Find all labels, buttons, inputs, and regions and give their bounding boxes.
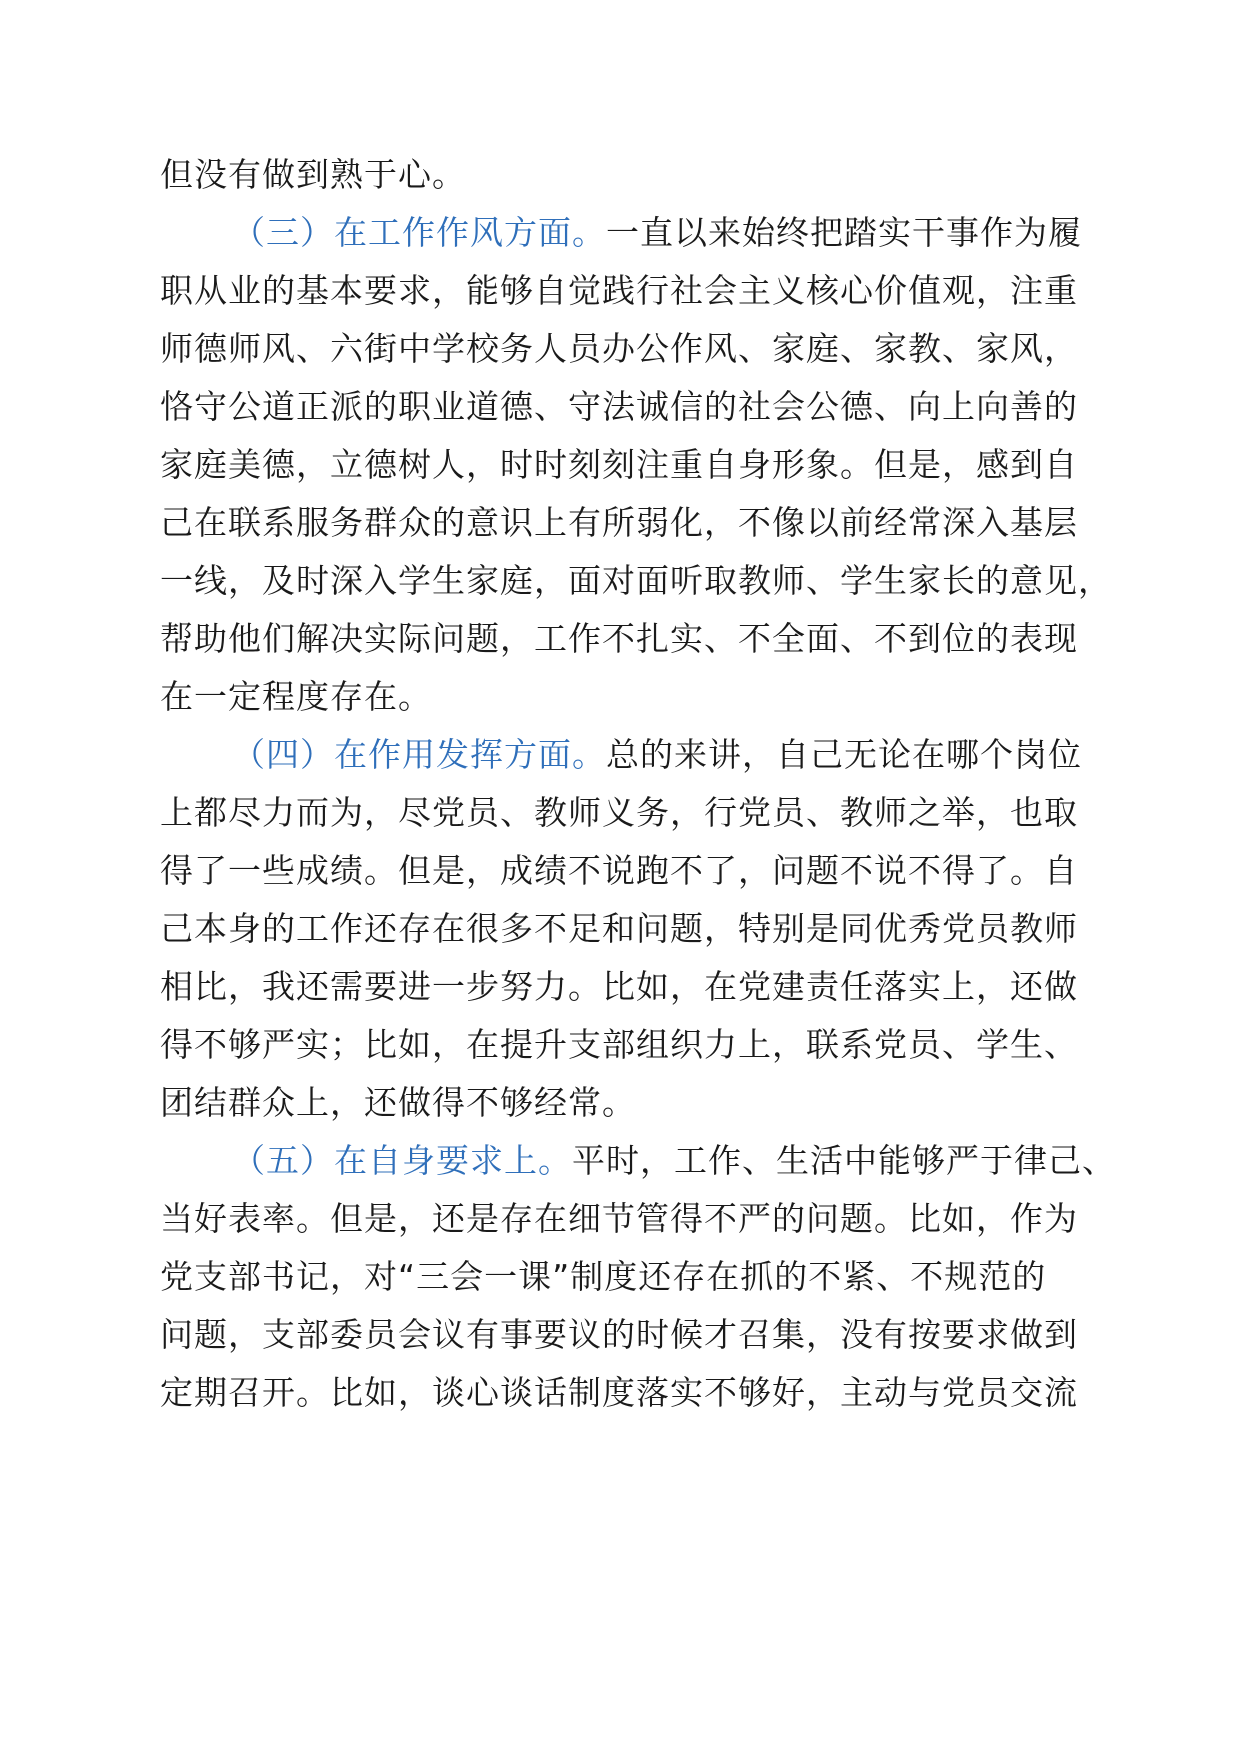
paragraph-line: 党支部书记，对“三会一课”制度还存在抓的不紧、不规范的	[160, 1257, 1047, 1296]
paragraph-line: 恪守公道正派的职业道德、守法诚信的社会公德、向上向善的	[160, 387, 1078, 426]
section-lead-text: 一直以来始终把踏实干事作为履	[606, 213, 1082, 252]
section-heading-line	[232, 735, 1082, 775]
paragraph-line: 一线，及时深入学生家庭，面对面听取教师、学生家长的意见，	[160, 561, 1112, 600]
paragraph-line: 己本身的工作还存在很多不足和问题，特别是同优秀党员教师	[160, 909, 1078, 948]
section-heading-line	[232, 213, 1082, 253]
paragraph-line: 师德师风、六街中学校务人员办公作风、家庭、家教、家风，	[160, 329, 1078, 368]
paragraph-line: 在一定程度存在。	[160, 677, 432, 716]
section-heading: （四）在作用发挥方面。	[232, 735, 606, 774]
paragraph-line: 相比，我还需要进一步努力。比如，在党建责任落实上，还做	[160, 967, 1078, 1006]
paragraph-line: 得了一些成绩。但是，成绩不说跑不了，问题不说不得了。自	[160, 851, 1078, 890]
paragraph-line: 上都尽力而为，尽党员、教师义务，行党员、教师之举，也取	[160, 793, 1078, 832]
section-heading: （三）在工作作风方面。	[232, 213, 606, 252]
section-heading: （五）在自身要求上。	[232, 1141, 572, 1180]
section-heading-line	[232, 1141, 1116, 1181]
paragraph-line: 得不够严实；比如，在提升支部组织力上，联系党员、学生、	[160, 1025, 1078, 1064]
paragraph-line: 己在联系服务群众的意识上有所弱化，不像以前经常深入基层	[160, 503, 1078, 542]
paragraph-line: 职从业的基本要求，能够自觉践行社会主义核心价值观，注重	[160, 271, 1078, 310]
paragraph-line: 问题，支部委员会议有事要议的时候才召集，没有按要求做到	[160, 1315, 1078, 1354]
paragraph-line: 帮助他们解决实际问题，工作不扎实、不全面、不到位的表现	[160, 619, 1078, 658]
paragraph-line: 定期召开。比如，谈心谈话制度落实不够好，主动与党员交流	[160, 1373, 1078, 1412]
paragraph-line: 家庭美德，立德树人，时时刻刻注重自身形象。但是，感到自	[160, 445, 1078, 484]
section-lead-text: 总的来讲，自己无论在哪个岗位	[606, 735, 1082, 774]
paragraph-line: 但没有做到熟于心。	[160, 155, 466, 194]
paragraph-line: 当好表率。但是，还是存在细节管得不严的问题。比如，作为	[160, 1199, 1078, 1238]
paragraph-line: 团结群众上，还做得不够经常。	[160, 1083, 636, 1122]
section-lead-text: 平时，工作、生活中能够严于律己、	[572, 1141, 1116, 1180]
